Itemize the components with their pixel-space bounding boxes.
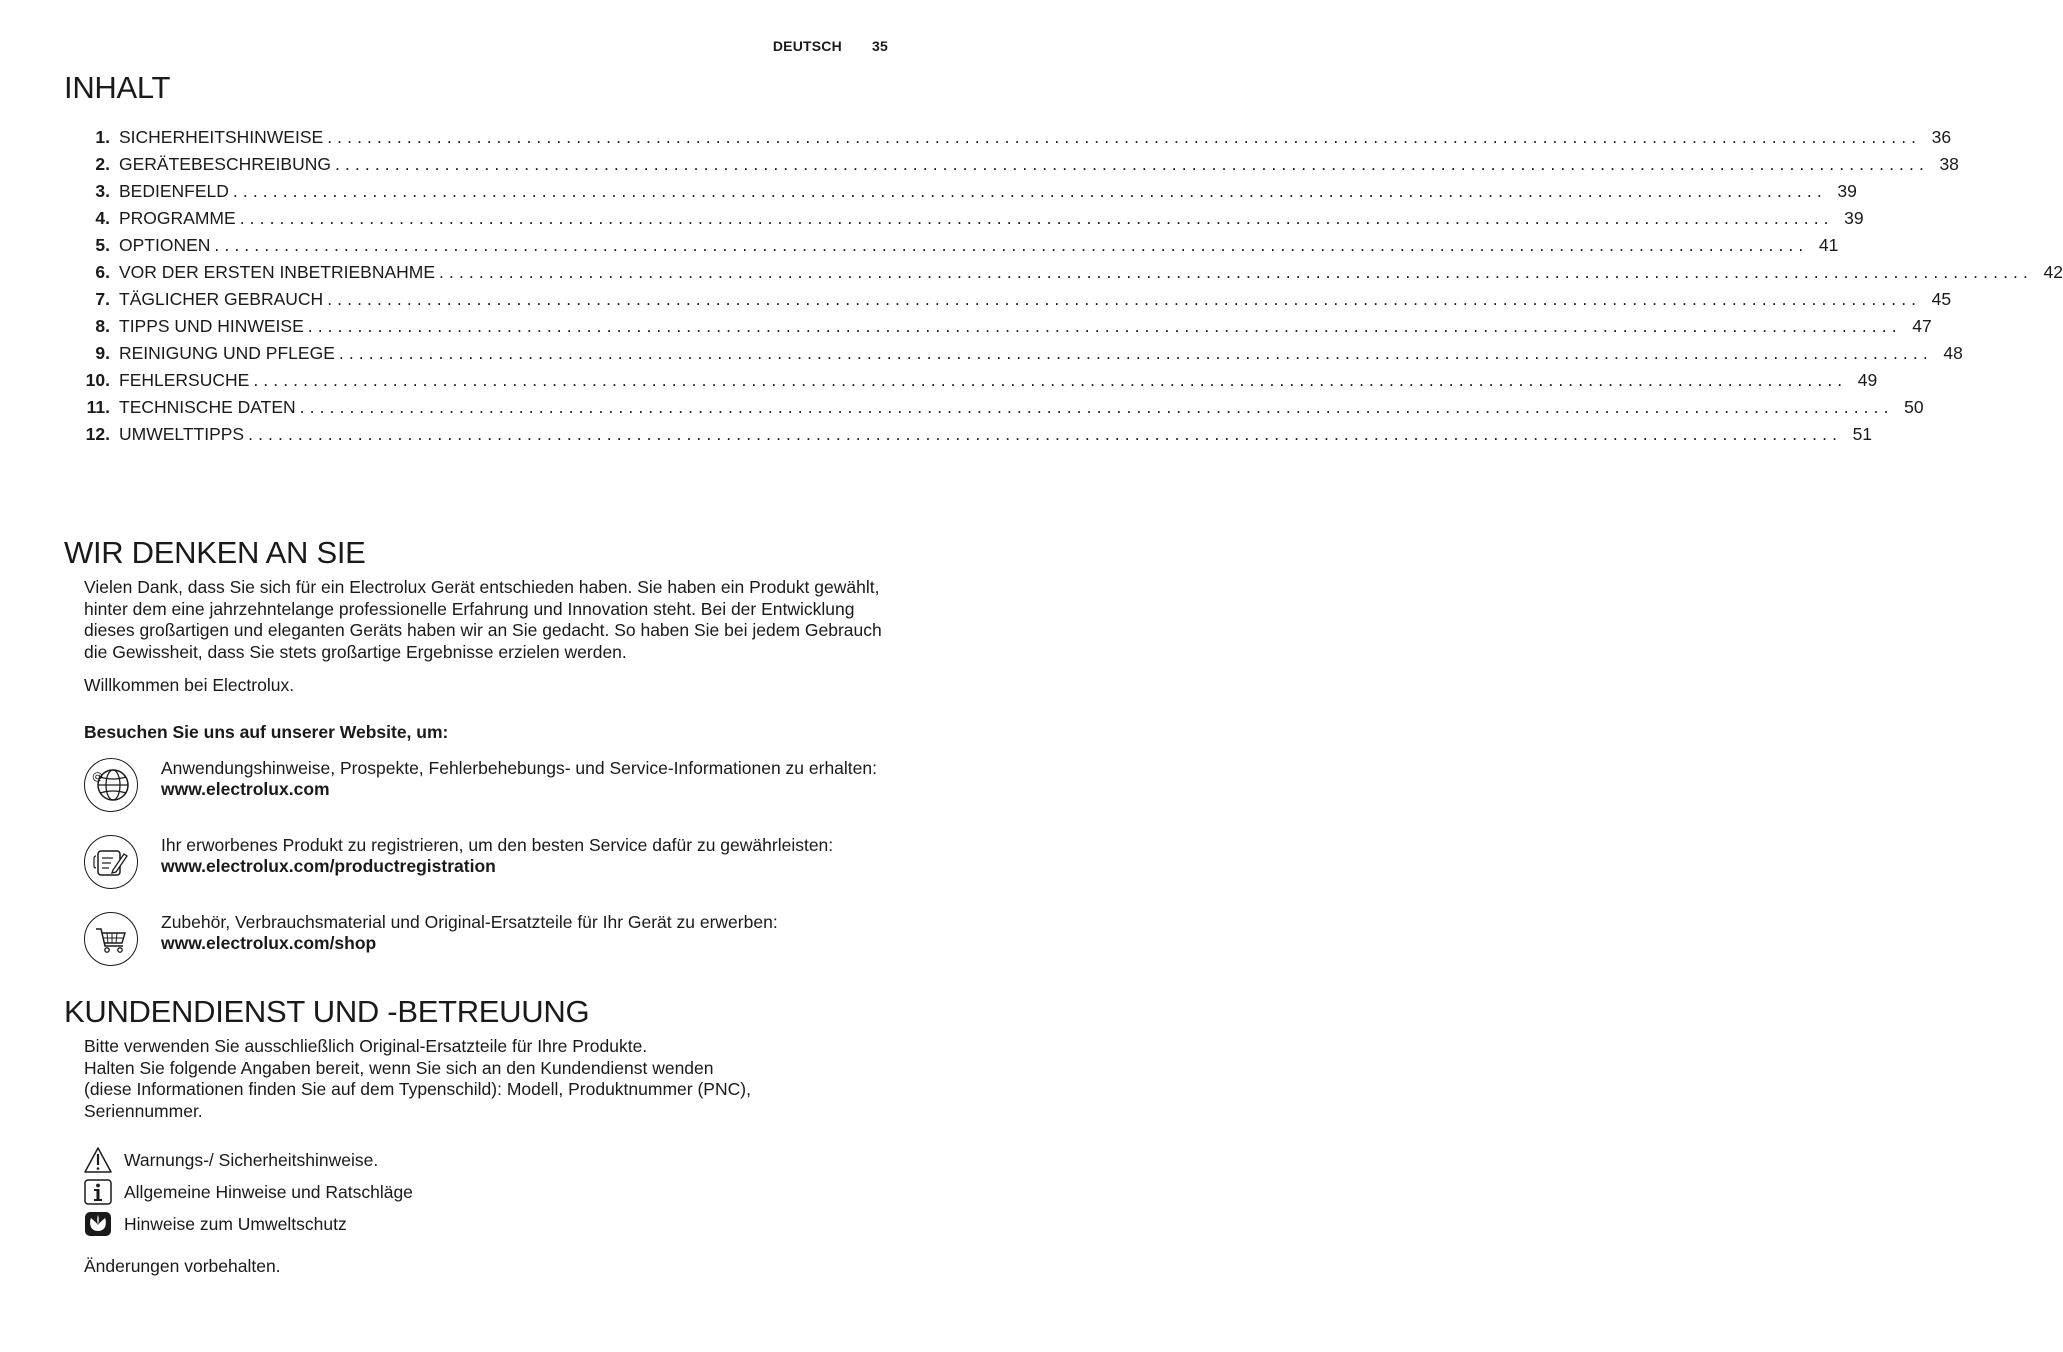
service-line-4: Seriennummer. [84, 1100, 203, 1121]
toc-entry-page: 36 [1931, 127, 1952, 147]
toc-entry-number: 11. [86, 397, 110, 417]
service-line-1: Bitte verwenden Sie ausschließlich Original-Ersatzteile für Ihre Produkte. [84, 1036, 648, 1056]
visit-text-registration: Ihr erworbenes Produkt zu registrieren, um den besten Service dafür zu gewährleisten: [161, 835, 834, 855]
toc-entry[interactable] [76, 313, 1932, 340]
toc-entry-title: OPTIONEN [119, 235, 211, 255]
environment-icon [84, 1211, 112, 1237]
toc-entry[interactable] [76, 232, 1839, 259]
toc-entry-page: 39 [1837, 181, 1857, 201]
symbol-text-info: Allgemeine Hinweise und Ratschläge [124, 1181, 413, 1202]
toc-entry-number: 5. [95, 235, 110, 255]
toc-entry-title: BEDIENFELD [119, 181, 229, 201]
visit-item-registration [84, 835, 884, 889]
toc-dot-leader: ................................................................................................................................................................ [327, 289, 1922, 309]
toc-entry-title: REINIGUNG UND PFLEGE [119, 343, 335, 363]
globe-icon [84, 758, 138, 812]
symbol-row-environment [84, 1211, 347, 1237]
toc-dot-leader: ................................................................................................................................................................ [307, 316, 1902, 336]
toc-entry-title: PROGRAMME [119, 208, 236, 228]
link-product-registration[interactable]: www.electrolux.com/productregistration [161, 856, 496, 876]
symbol-text-warning: Warnungs-/ Sicherheitshinweise. [124, 1149, 379, 1170]
toc-entry[interactable] [76, 259, 2063, 286]
toc-entry-number: 3. [95, 181, 110, 201]
svg-text:@: @ [92, 770, 103, 783]
symbol-row-warning [84, 1147, 378, 1173]
toc-entry-page: 45 [1931, 289, 1952, 309]
link-electrolux-com[interactable]: www.electrolux.com [161, 779, 330, 799]
toc-entry-page: 47 [1912, 316, 1932, 336]
toc-dot-leader: ................................................................................................................................................................ [248, 424, 1843, 444]
toc-dot-leader: ................................................................................................................................................................ [239, 208, 1834, 228]
toc-entry-number: 4. [95, 208, 110, 228]
toc-title: INHALT [64, 70, 171, 105]
toc-entry-page: 38 [1939, 154, 1959, 174]
toc-entry[interactable] [76, 151, 1959, 178]
toc-entry-number: 8. [95, 316, 110, 336]
toc-dot-leader: ................................................................................................................................................................ [439, 262, 2033, 282]
toc-entry-title: GERÄTEBESCHREIBUNG [119, 154, 331, 174]
toc-dot-leader: ................................................................................................................................................................ [334, 154, 1929, 174]
toc-dot-leader: ................................................................................................................................................................ [338, 343, 1933, 363]
toc-entry-number: 7. [95, 289, 110, 309]
service-title: KUNDENDIENST UND -BETREUUNG [64, 994, 590, 1029]
welcome-intro: Vielen Dank, dass Sie sich für ein Electrolux Gerät entschieden haben. Sie haben ein Produkt gewählt, hinter dem eine jahrzehntelange professionelle Erfahrung und Innovation steht. Bei der Entwicklung dieses großartigen und eleganten Geräts haben wir an Sie gedacht. So haben Sie bei jedem Gebrauch die Gewissheit, dass Sie stets großartige Ergebnisse erzielen werden. [84, 577, 882, 662]
toc-entry-page: 49 [1857, 370, 1878, 390]
link-shop[interactable]: www.electrolux.com/shop [161, 933, 377, 953]
toc-entry[interactable] [76, 205, 1864, 232]
toc-entry-page: 50 [1904, 397, 1924, 417]
toc-entry[interactable] [76, 286, 1952, 313]
toc-entry-page: 42 [2043, 262, 2063, 282]
welcome-title: WIR DENKEN AN SIE [64, 535, 366, 570]
registration-icon [84, 835, 138, 889]
toc-dot-leader: ................................................................................................................................................................ [253, 370, 1848, 390]
footer-note: Änderungen vorbehalten. [84, 1256, 281, 1276]
toc-entry-title: UMWELTTIPPS [119, 424, 245, 444]
toc-entry[interactable] [76, 178, 1857, 205]
shopping-cart-icon [84, 912, 138, 966]
toc-entry-number: 10. [85, 370, 110, 390]
toc-entry-number: 1. [95, 127, 110, 147]
toc-dot-leader: ................................................................................................................................................................ [214, 235, 1809, 255]
toc-entry[interactable] [76, 394, 1924, 421]
toc-entry-title: SICHERHEITSHINWEISE [119, 127, 324, 147]
welcome-greeting: Willkommen bei Electrolux. [84, 675, 295, 695]
symbol-row-info [84, 1179, 413, 1205]
toc-entry-page: 51 [1852, 424, 1873, 444]
page-header [773, 38, 888, 54]
toc-entry-page: 39 [1844, 208, 1864, 228]
toc-entry-number: 12. [85, 424, 110, 444]
toc-entry-page: 41 [1818, 235, 1839, 255]
toc-entry-title: TECHNISCHE DATEN [119, 397, 296, 417]
info-icon [84, 1179, 112, 1205]
toc-entry-number: 9. [95, 343, 110, 363]
toc-dot-leader: ................................................................................................................................................................ [327, 127, 1922, 147]
service-line-3: (diese Informationen finden Sie auf dem Typenschild): Modell, Produktnummer (PNC), [84, 1079, 751, 1099]
toc-entry-number: 2. [95, 154, 110, 174]
toc-dot-leader: ................................................................................................................................................................ [299, 397, 1894, 417]
toc-entry-number: 6. [95, 262, 110, 282]
symbol-text-environment: Hinweise zum Umweltschutz [124, 1213, 347, 1234]
toc-entry-title: TIPPS UND HINWEISE [119, 316, 304, 336]
warning-icon [84, 1147, 112, 1173]
toc-entry-title: TÄGLICHER GEBRAUCH [119, 289, 324, 309]
visit-text-shop: Zubehör, Verbrauchsmaterial und Original-Ersatzteile für Ihr Gerät zu erwerben: [161, 912, 778, 932]
toc-dot-leader: ................................................................................................................................................................ [232, 181, 1827, 201]
language-label: DEUTSCH [772, 38, 842, 54]
visit-item-support [84, 758, 884, 812]
toc-entry-title: FEHLERSUCHE [119, 370, 250, 390]
toc-entry[interactable] [76, 421, 1873, 448]
toc-entry-title: VOR DER ERSTEN INBETRIEBNAHME [119, 262, 436, 282]
toc-entry[interactable] [76, 367, 1878, 394]
visit-text-support: Anwendungshinweise, Prospekte, Fehlerbehebungs- und Service-Informationen zu erhalten: [161, 758, 877, 778]
table-of-contents [76, 124, 2063, 448]
service-line-2: Halten Sie folgende Angaben bereit, wenn Sie sich an den Kundendienst wenden [84, 1057, 714, 1078]
visit-item-shop [84, 912, 884, 966]
toc-entry[interactable] [76, 124, 1952, 151]
service-intro [84, 1036, 884, 1122]
visit-heading: Besuchen Sie uns auf unserer Website, um: [84, 722, 449, 742]
toc-entry[interactable] [76, 340, 1963, 367]
toc-entry-page: 48 [1943, 343, 1963, 363]
page-number: 35 [872, 38, 888, 54]
